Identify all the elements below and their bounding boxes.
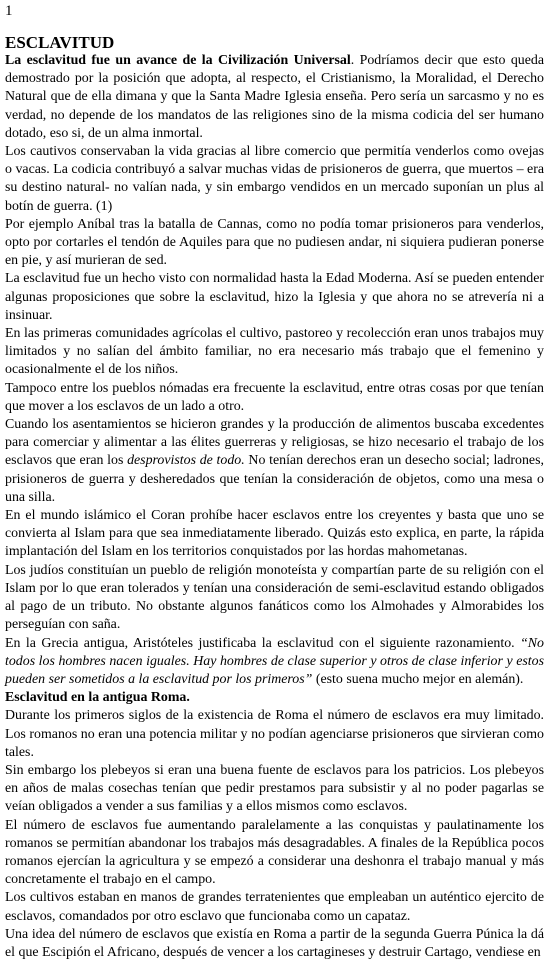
paragraph-greece	[5, 635, 544, 690]
aristotle-quote: “No todos los hombres nacen iguales. Hay hombres de clase superior y otros de clase inferior y estos pueden ser sometidos a la esclavitud por los primeros”	[5, 635, 544, 687]
paragraph-nomads: Tampoco entre los pueblos nómadas era frecuente la esclavitud, entre otras cosas por que tenían que mover a los esclavos de un lado a otro.	[5, 380, 544, 414]
paragraph-anibal: Por ejemplo Aníbal tras la batalla de Cannas, como no podía tomar prisioneros para venderlos, opto por cortarles el tendón de Aquiles para que no pudiesen andar, ni siquiera pudieran ponerse en pie, y así murieran de sed.	[5, 216, 544, 269]
paragraph-agricultural: En las primeras comunidades agrícolas el cultivo, pastoreo y recolección eran unos trabajos muy limitados y no salían del ámbito familiar, no era necesario más trabajo que el femenino y ocasionalmente el de los niños.	[5, 326, 544, 378]
intro-rest: . Podríamos decir que esto queda demostrado por la posición que adopta, al respecto, el Cristianismo, la Moralidad, el Derecho Natural que de ella dimana y que la Santa Madre Iglesia enseña. Pero sería un sarcasmo y no es verdad, no depende de los mandatos de las religiones sino de la misma codicia del ser humano dotado, eso si, de un alma inmortal.	[5, 53, 544, 141]
paragraph-plebeians: Sin embargo los plebeyos si eran una buena fuente de esclavos para los patricios. Los plebeyos en años de malas cosechas tenían que pedir prestamos para subsistir y al no poder pagarlas se veían obligados a vender a sus familias y a ellos mismos como esclavos.	[5, 762, 544, 815]
paragraph-landowners: Los cultivos estaban en manos de grandes terratenientes que empleaban un auténtico ejercito de esclavos, comandados por otro esclavo que funcionaba como un capataz.	[5, 890, 544, 924]
paragraph-rome-early: Durante los primeros siglos de la existencia de Roma el número de esclavos era muy limitado. Los romanos no eran una potencia militar y no podían agenciarse prisioneros que sirvieran como tales.	[5, 708, 544, 760]
greece-text-before: En la Grecia antigua, Aristóteles justificaba la esclavitud con el siguiente razonamiento.	[5, 635, 521, 651]
document-page	[5, 2, 544, 962]
paragraph-conquests: El número de esclavos fue aumentando paralelamente a las conquistas y paulatinamente los romanos se permitían abandonar los trabajos más desagradables. A finales de la República pocos romanos ejercían la agricultura y se empezó a considerar una deshonra el trabajo manual y más concretamente el trabajo en el campo.	[5, 817, 544, 888]
paragraph-modern-age: La esclavitud fue un hecho visto con normalidad hasta la Edad Moderna. Así se pueden entender algunas proposiciones que sobre la esclavitud, hizo la Iglesia y que ahora no se atrevería ni a insinuar.	[5, 271, 544, 323]
intro-lead-sentence: La esclavitud fue un avance de la Civilización Universal	[5, 53, 351, 68]
document-title: ESCLAVITUD	[5, 33, 115, 52]
section-heading-rome: Esclavitud en la antigua Roma.	[5, 690, 190, 706]
settlements-italic: desprovistos de todo.	[127, 453, 245, 469]
paragraph-islam: En el mundo islámico el Coran prohíbe hacer esclavos entre los creyentes y basta que uno se convierta al Islam para que sea inmediatamente liberado. Quizás esto explica, en parte, la rápida implantación del Islam en los territorios conquistados por las hordas mahometanas.	[5, 508, 544, 560]
greece-text-after: (esto suena mucho mejor en alemán).	[312, 671, 524, 687]
paragraph-settlements	[5, 416, 544, 507]
paragraph-captives: Los cautivos conservaban la vida gracias al libre comercio que permitía venderlos como ovejas o vacas. La codicia contribuyó a salvar muchas vidas de prisioneros de guerra, que muertos – era su destino natural- no valían nada, y sin embargo vendidos en un mercado suponían un plus al botín de guerra. (1)	[5, 144, 544, 214]
paragraph-intro	[5, 52, 544, 143]
paragraph-scipio: Una idea del número de esclavos que existía en Roma a partir de la segunda Guerra Púnica la dá el que Escipión el Africano, después de vencer a los cartagineses y destruir Cartago, vendiese en	[5, 926, 544, 960]
settlements-text-before: Cuando los asentamientos se hicieron grandes y la producción de alimentos buscaba excedentes para comerciar y alimentar a las élites guerreras y religiosas, se hizo necesario el trabajo de los esclavos que eran los	[5, 417, 544, 469]
settlements-text-after: No tenían derechos eran un desecho social; ladrones, prisioneros de guerra y desheredados que tenían la consideración de objetos, como una mesa o una silla.	[5, 453, 544, 505]
paragraph-jews: Los judíos constituían un pueblo de religión monoteísta y compartían parte de su religión con el Islam por lo que eran tolerados y tenían una consideración de semi-esclavitud estando obligados al pago de un tributo. No obstante algunos fanáticos como los Almohades y Almorabides los perseguían con saña.	[5, 562, 544, 633]
page-number: 1	[5, 3, 13, 19]
